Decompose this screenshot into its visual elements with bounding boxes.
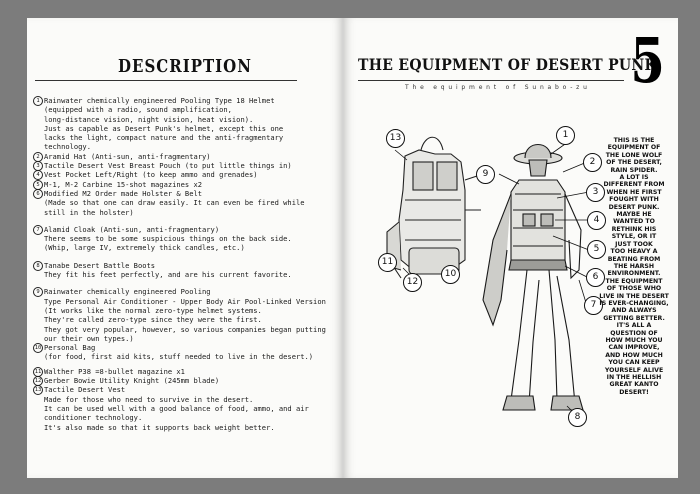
list-item [33, 343, 338, 362]
item-text: Aramid Hat (Anti-sun, anti-fragmentary) [44, 151, 211, 161]
caption-line: OF THE DESERT, [606, 159, 662, 167]
caption-line: CAN IMPROVE, [608, 344, 660, 352]
equipment-title: THE EQUIPMENT OF DESERT PUNK [358, 56, 657, 75]
item-number: 11 [34, 368, 42, 375]
item-number: 9 [33, 287, 43, 297]
item-text: Modified M2 Order made Holster & Belt (Made so that one can draw easily. It can even be fired while still in the holster) [44, 188, 305, 217]
caption-line: EQUIPMENT OF [607, 144, 661, 152]
caption-line: GREAT KANTO [609, 381, 659, 389]
callout-3: 3 [586, 183, 605, 202]
item-number: 13 [34, 387, 42, 394]
caption-line: HOW MUCH YOU [605, 336, 663, 344]
caption-line: THE EQUIPMENT [605, 277, 663, 285]
item-number: 12 [34, 378, 42, 385]
caption-line: ENVIRONMENT. [607, 270, 661, 278]
caption-line: IS EVER-CHANGING, [599, 299, 669, 307]
callout-9: 9 [476, 165, 495, 184]
list-item [33, 189, 338, 217]
character-figure [483, 145, 583, 411]
caption-line: MAYBE HE [616, 211, 652, 219]
item-number: 4 [33, 170, 43, 180]
caption-line: TOO HEAVY A [610, 248, 658, 256]
item-number: 2 [33, 152, 43, 162]
callout-13: 13 [386, 129, 405, 148]
item-text: Gerber Bowie Utility Knight (245mm blade) [44, 376, 220, 386]
caption-line: JUST TOOK [615, 240, 653, 248]
caption-line: DESERT! [619, 388, 649, 396]
list-item [33, 96, 338, 152]
caption-line: IT'S ALL A [616, 322, 652, 330]
caption-line: IN THE HELLISH [606, 374, 662, 381]
vest-illustration [387, 137, 483, 278]
caption-line: RETHINK HIS [611, 225, 657, 233]
list-item [33, 170, 338, 179]
caption-line: LIVE IN THE DESERT [599, 292, 669, 300]
caption-line: GETTING BETTER. [603, 314, 665, 322]
list-item [33, 287, 338, 343]
caption-line: AND ALWAYS [611, 307, 657, 315]
callout-10: 10 [441, 265, 460, 284]
item-number: 5 [33, 180, 43, 190]
caption-line: YOURSELF ALIVE [604, 366, 664, 374]
caption-line: QUESTION OF [610, 329, 658, 337]
caption-line: OF THOSE WHO [606, 285, 662, 293]
caption-line: THE HARSH [613, 262, 655, 270]
item-text: M-1, M-2 Carbine 15-shot magazines x2 [44, 179, 203, 189]
callout-5: 5 [587, 240, 606, 259]
item-number: 6 [33, 189, 43, 199]
caption-line: BEATING FROM [607, 255, 661, 263]
list-item [33, 180, 338, 189]
list-item [33, 367, 338, 376]
item-text: Personal Bag (for food, first aid kits, stuff needed to live in the desert.) [44, 343, 314, 362]
caption-line: A LOT IS [619, 174, 649, 182]
callout-8: 8 [568, 408, 587, 427]
callout-6: 6 [586, 268, 605, 287]
caption-line: THE LONE WOLF [605, 151, 663, 159]
item-text: Tanabe Desert Battle Boots They fit his feet perfectly, and are his current favorite. [44, 260, 292, 280]
list-item [33, 376, 338, 385]
list-item [33, 261, 338, 280]
item-number: 8 [33, 261, 43, 271]
caption-line: YOU CAN KEEP [608, 359, 660, 367]
item-text: Rainwater chemically engineered Pooling Type Personal Air Conditioner - Upper Body Air Pool-Linked Version (It works like the normal zero-type helmet systems. They're called zero-type since they were the first. They got very popular, however, so various companies began putting our their own types.) [44, 287, 326, 343]
caption-line: WHEN HE FIRST [606, 188, 662, 196]
callout-2: 2 [583, 153, 602, 172]
description-rule [35, 80, 297, 81]
callout-11: 11 [378, 253, 397, 272]
item-text: Alamid Cloak (Anti-sun, anti-fragmentary) There seems to be some suspicious things on the back side. (Whip, large IV, extremely thick candles, etc.) [44, 224, 292, 253]
callout-4: 4 [587, 211, 606, 230]
item-number: 3 [33, 161, 43, 171]
caption-text [594, 137, 674, 396]
item-text: Rainwater chemically engineered Pooling Type 18 Helmet (equipped with a radio, sound amplification, long-distance vision, night vision, heat vision). Just as capable as Desert Punk's helmet, except this one lacks the light, compact nature and the anti-fragmentary technology. [44, 96, 284, 152]
caption-line: DESERT PUNK. [608, 203, 660, 211]
caption-line: FOUGHT WITH [609, 196, 659, 204]
item-text: Vest Pocket Left/Right (to keep ammo and grenades) [44, 170, 258, 180]
item-text: Tactile Desert Vest Made for those who need to survive in the desert. It can be used well with a good balance of food, ammo, and air conditioner technology. It's also made so that it supports back weight better. [44, 385, 309, 432]
item-text: Tactile Desert Vest Breast Pouch (to put little things in) [44, 161, 292, 171]
equipment-illustration [343, 110, 593, 440]
list-item [33, 152, 338, 161]
item-number: 10 [34, 345, 42, 352]
item-number: 1 [33, 96, 43, 106]
equipment-subtitle: The equipment of Sunabo-zu [405, 84, 591, 91]
list-item [33, 225, 338, 253]
equipment-rule [358, 80, 624, 81]
list-item [33, 161, 338, 170]
callout-1: 1 [556, 126, 575, 145]
caption-line: RAIN SPIDER. [610, 166, 658, 174]
chapter-number: 5 [630, 24, 665, 97]
callout-12: 12 [403, 273, 422, 292]
caption-line: WANTED TO [613, 218, 655, 226]
list-item [33, 385, 338, 431]
item-number: 7 [33, 225, 43, 235]
caption-line: STYLE, OR IT [611, 233, 657, 241]
caption-line: DIFFERENT FROM [603, 181, 665, 189]
description-list [33, 96, 338, 432]
caption-line: THIS IS THE [613, 137, 655, 144]
caption-line: AND HOW MUCH [605, 351, 663, 359]
callout-7: 7 [584, 296, 603, 315]
description-title: DESCRIPTION [118, 55, 252, 77]
item-text: Walther P38 =8-bullet magazine x1 [44, 366, 185, 376]
